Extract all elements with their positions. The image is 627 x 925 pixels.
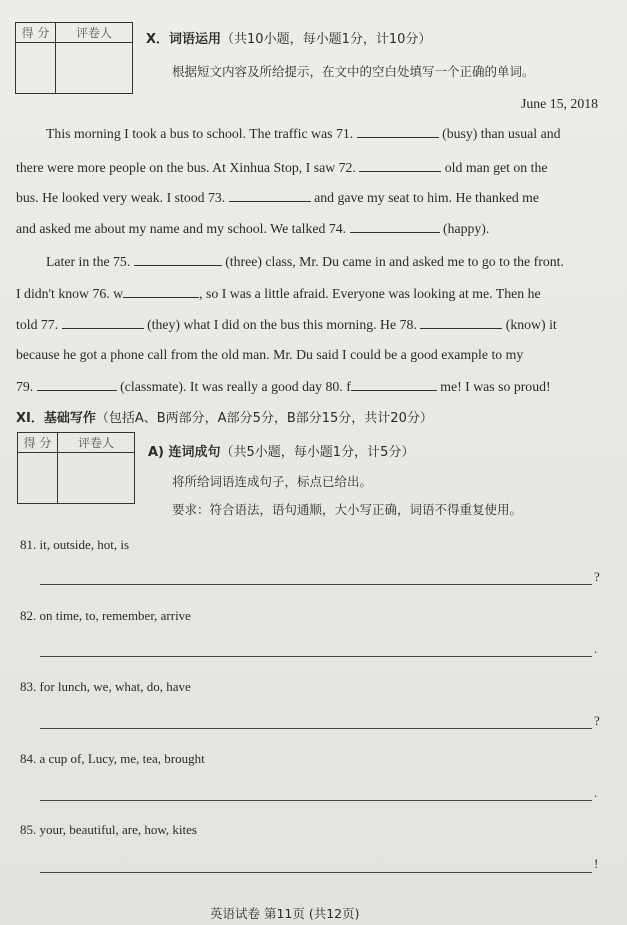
part-a-title: A) 连词成句（共5小题，每小题1分，计5分） [148, 445, 415, 460]
passage-line-2: there were more people on the bus. At Xinhua Stop, I saw 72. old man get on the [16, 160, 548, 175]
score-cell [16, 43, 56, 93]
question-83-end: ? [594, 713, 600, 728]
part-a-requirement: 要求：符合语法，语句通顺，大小写正确，词语不得重复使用。 [172, 502, 523, 517]
passage-line-1: This morning I took a bus to school. The traffic was 71. (busy) than usual and [46, 126, 561, 141]
grader-cell [56, 43, 132, 93]
section10-title: X．词语运用（共10小题，每小题1分，计10分） [146, 32, 432, 47]
question-81-end: ? [594, 569, 600, 584]
section10-instruction: 根据短文内容及所给提示，在文中的空白处填写一个正确的单词。 [172, 64, 535, 79]
answer-line-84[interactable] [40, 800, 592, 801]
answer-line-85[interactable] [40, 872, 592, 873]
passage-line-5: Later in the 75. (three) class, Mr. Du came in and asked me to go to the front. [46, 254, 564, 269]
question-82-end: . [594, 641, 598, 656]
passage-line-9: 79. (classmate). It was really a good day 80. f me! I was so proud! [16, 379, 551, 394]
score-box-section10 [15, 22, 133, 94]
answer-line-82[interactable] [40, 656, 592, 657]
part-a-instruction: 将所给词语连成句子，标点已给出。 [172, 474, 373, 489]
question-83: 83. for lunch, we, what, do, have [20, 679, 191, 694]
question-84-end: . [594, 785, 598, 800]
score-label: 得 分 [18, 433, 58, 453]
passage-line-7: told 77. (they) what I did on the bus this morning. He 78. (know) it [16, 317, 557, 332]
grader-label: 评卷人 [58, 433, 134, 453]
section11-title: XI．基础写作（包括A、B两部分，A部分5分，B部分15分，共计20分） [16, 411, 433, 426]
page-footer: 英语试卷 第11页 (共12页) [210, 906, 360, 921]
grader-cell [58, 453, 134, 503]
passage-line-6: I didn't know 76. w , so I was a little afraid. Everyone was looking at me. Then he [16, 286, 541, 301]
passage-line-8: because he got a phone call from the old man. Mr. Du said I could be a good example to my [16, 347, 524, 362]
question-82: 82. on time, to, remember, arrive [20, 608, 191, 623]
question-84: 84. a cup of, Lucy, me, tea, brought [20, 751, 205, 766]
answer-line-83[interactable] [40, 728, 592, 729]
question-81: 81. it, outside, hot, is [20, 537, 130, 552]
score-box-section11 [17, 432, 135, 504]
passage-line-4: and asked me about my name and my school. We talked 74. (happy). [16, 221, 490, 236]
answer-line-81[interactable] [40, 584, 592, 585]
passage-line-3: bus. He looked very weak. I stood 73. and gave my seat to him. He thanked me [16, 190, 540, 205]
grader-label: 评卷人 [56, 23, 132, 43]
score-cell [18, 453, 58, 503]
question-85-end: ! [594, 856, 599, 871]
score-label: 得 分 [16, 23, 56, 43]
question-85: 85. your, beautiful, are, how, kites [20, 822, 197, 837]
letter-date: June 15, 2018 [521, 96, 599, 111]
